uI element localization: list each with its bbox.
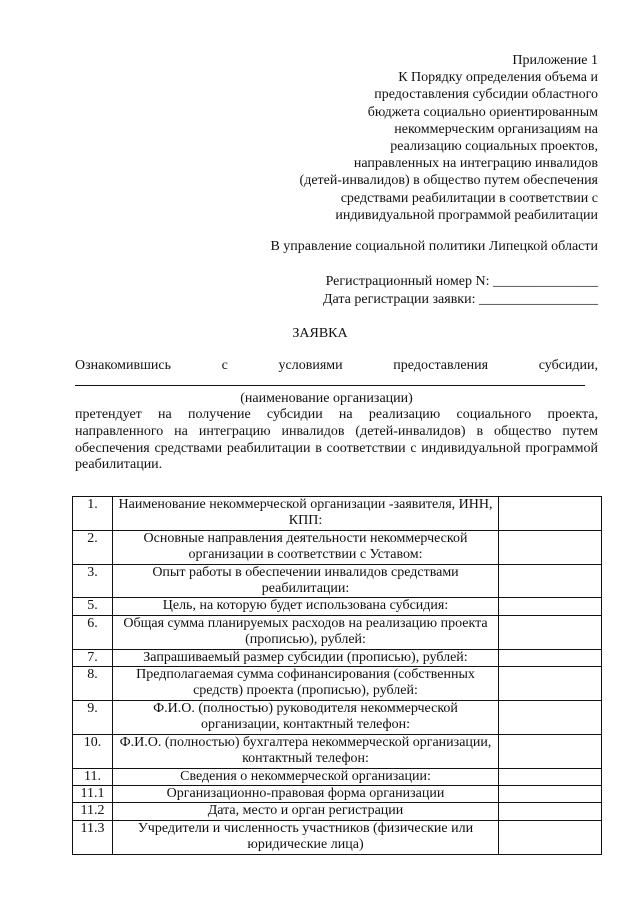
row-value-cell[interactable] bbox=[499, 734, 602, 768]
table-row bbox=[73, 785, 602, 802]
row-number: 3. bbox=[73, 564, 113, 598]
intro-word: предоставления bbox=[393, 358, 489, 373]
table-row bbox=[73, 615, 602, 649]
row-description: Запрашиваемый размер субсидии (прописью), рублей: bbox=[113, 649, 499, 666]
row-description: Ф.И.О. (полностью) бухгалтера некоммерческой организации, контактный телефон: bbox=[113, 734, 499, 768]
row-number: 8. bbox=[73, 667, 113, 701]
row-value-cell[interactable] bbox=[499, 785, 602, 802]
intro-word: с bbox=[221, 358, 228, 373]
table-row bbox=[73, 700, 602, 734]
row-description: Учредители и численность участников (физические или юридические лица) bbox=[113, 820, 499, 854]
row-description: Опыт работы в обеспечении инвалидов средствами реабилитации: bbox=[113, 564, 499, 598]
table-row bbox=[73, 564, 602, 598]
intro-word: субсидии, bbox=[538, 358, 598, 373]
appendix-line: бюджета социально ориентированным bbox=[367, 104, 598, 120]
row-number: 11.3 bbox=[73, 820, 113, 854]
row-number: 5. bbox=[73, 598, 113, 615]
row-description: Дата, место и орган регистрации bbox=[113, 803, 499, 820]
appendix-line: средствами реабилитации в соответствии с bbox=[340, 190, 598, 206]
row-number: 6. bbox=[73, 615, 113, 649]
row-description: Ф.И.О. (полностью) руководителя некоммерческой организации, контактный телефон: bbox=[113, 700, 499, 734]
row-value-cell[interactable] bbox=[499, 803, 602, 820]
row-description: Организационно-правовая форма организации bbox=[113, 785, 499, 802]
row-value-cell[interactable] bbox=[499, 820, 602, 854]
row-description: Сведения о некоммерческой организации: bbox=[113, 768, 499, 785]
registration-number: Регистрационный номер N: _______________ bbox=[325, 274, 598, 289]
table-row bbox=[73, 649, 602, 666]
appendix-header bbox=[238, 52, 598, 224]
row-number: 9. bbox=[73, 700, 113, 734]
intro-word: условиями bbox=[278, 358, 343, 373]
appendix-line: направленных на интеграцию инвалидов bbox=[353, 156, 598, 172]
application-table bbox=[72, 496, 602, 855]
intro-word: Ознакомившись bbox=[75, 358, 172, 373]
appendix-line: (детей-инвалидов) в общество путем обеспечения bbox=[299, 173, 598, 189]
intro-first-line bbox=[75, 357, 598, 374]
table-row bbox=[73, 803, 602, 820]
row-number: 2. bbox=[73, 530, 113, 564]
appendix-line: индивидуальной программой реабилитации bbox=[335, 207, 598, 223]
addressee: В управление социальной политики Липецкой области bbox=[270, 239, 598, 254]
row-value-cell[interactable] bbox=[499, 667, 602, 701]
row-description: Предполагаемая сумма софинансирования (собственных средств) проекта (прописью), рублей: bbox=[113, 667, 499, 701]
table-row bbox=[73, 598, 602, 615]
row-description: Основные направления деятельности некоммерческой организации в соответствии с Уставом: bbox=[113, 530, 499, 564]
row-value-cell[interactable] bbox=[499, 649, 602, 666]
row-number: 11. bbox=[73, 768, 113, 785]
appendix-line: реализацию социальных проектов, bbox=[390, 139, 598, 155]
row-value-cell[interactable] bbox=[499, 564, 602, 598]
table-row bbox=[73, 768, 602, 785]
appendix-line: К Порядку определения объема и bbox=[398, 70, 598, 86]
org-name-caption: (наименование организации) bbox=[240, 391, 413, 406]
registration-date: Дата регистрации заявки: _________________ bbox=[322, 292, 598, 307]
table-row bbox=[73, 820, 602, 854]
appendix-line: предоставления субсидии областного bbox=[374, 87, 598, 103]
row-description: Общая сумма планируемых расходов на реализацию проекта (прописью), рублей: bbox=[113, 615, 499, 649]
row-number: 11.2 bbox=[73, 803, 113, 820]
row-value-cell[interactable] bbox=[499, 530, 602, 564]
row-value-cell[interactable] bbox=[499, 497, 602, 531]
row-value-cell[interactable] bbox=[499, 615, 602, 649]
document-title: ЗАЯВКА bbox=[292, 326, 348, 341]
intro-paragraph bbox=[75, 357, 598, 474]
row-value-cell[interactable] bbox=[499, 700, 602, 734]
row-description: Наименование некоммерческой организации -заявителя, ИНН, КПП: bbox=[113, 497, 499, 531]
org-name-blank-line bbox=[75, 374, 585, 386]
row-number: 1. bbox=[73, 497, 113, 531]
intro-body-text: претендует на получение субсидии на реализацию социального проекта, направленного на интеграцию инвалидов (детей-инвалидов) в общество путем обеспечения средствами реабилитации в соответствии с индивидуальной программой реабилитации. bbox=[75, 407, 598, 473]
row-number: 10. bbox=[73, 734, 113, 768]
appendix-line: некоммерческим организациям на bbox=[394, 121, 598, 137]
registration-block bbox=[323, 273, 598, 309]
table-row bbox=[73, 497, 602, 531]
row-value-cell[interactable] bbox=[499, 768, 602, 785]
row-number: 7. bbox=[73, 649, 113, 666]
row-description: Цель, на которую будет использована субсидия: bbox=[113, 598, 499, 615]
appendix-line: Приложение 1 bbox=[512, 53, 598, 68]
row-number: 11.1 bbox=[73, 785, 113, 802]
table-row bbox=[73, 734, 602, 768]
table-row bbox=[73, 667, 602, 701]
row-value-cell[interactable] bbox=[499, 598, 602, 615]
table-row bbox=[73, 530, 602, 564]
